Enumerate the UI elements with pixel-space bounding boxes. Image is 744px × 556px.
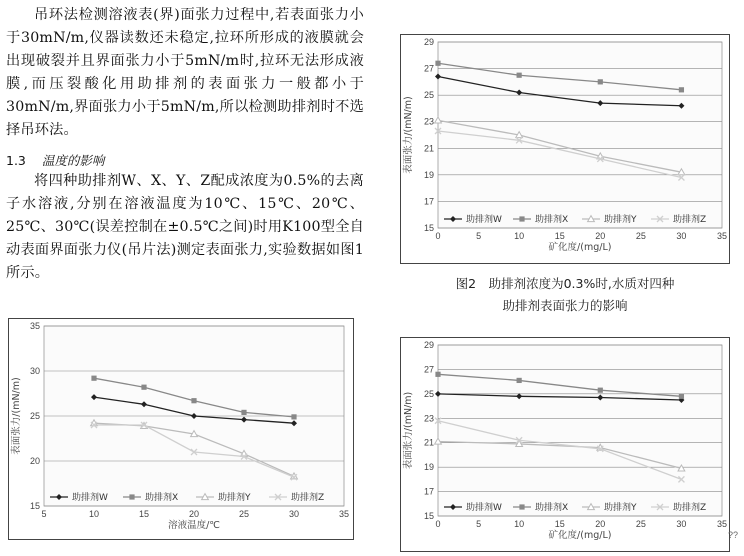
x-tick-label: 0	[435, 231, 441, 241]
x-tick-label: 10	[88, 509, 100, 519]
x-tick-label: 25	[635, 519, 646, 529]
legend-label: 助排剂W	[466, 215, 502, 225]
body-paragraph-1: 吊环法检测溶液表(界)面张力过程中,若表面张力小于30mN/m,仪器读数还未稳定,拉环所形成的液膜就会出现破裂并且界面张力小于5mN/m时,拉环无法形成液膜,而压裂酸化用助排剂的表面张力一般都小于30mN/m,界面张力小于5mN/m,所以检测助排剂时不选择吊环法。	[6, 7, 364, 138]
x-tick-label: 15	[138, 509, 150, 519]
data-point	[598, 79, 603, 84]
y-tick-label: 25	[29, 411, 40, 421]
y-tick-label: 15	[29, 501, 40, 511]
y-tick-label: 23	[423, 116, 434, 127]
legend-label: 助排剂Y	[604, 215, 637, 225]
legend-label: 助排剂W	[466, 503, 502, 513]
legend-label: 助排剂Z	[673, 503, 707, 513]
salinity_bottom-svg	[400, 337, 730, 552]
x-tick-label: 30	[676, 519, 687, 529]
x-tick-label: 5	[476, 231, 482, 241]
x-tick-label: 5	[41, 509, 47, 519]
y-tick-label: 21	[423, 437, 434, 448]
y-tick-label: 19	[423, 169, 434, 180]
chart-salinity-top	[400, 34, 730, 264]
x-tick-label: 15	[554, 519, 565, 529]
data-point	[291, 414, 296, 419]
x-tick-label: 15	[554, 231, 565, 241]
section-title: 温度的影响	[41, 153, 105, 168]
x-tick-label: 25	[238, 509, 250, 519]
y-tick-label: 23	[423, 413, 434, 424]
y-tick-label: 19	[423, 462, 434, 473]
section-number: 1.3	[6, 153, 26, 168]
x-tick-label: 25	[635, 231, 646, 241]
legend-label: 助排剂Y	[604, 503, 637, 513]
data-point	[517, 73, 522, 78]
data-point	[241, 410, 246, 415]
data-point	[598, 388, 603, 393]
x-tick-label: 20	[595, 231, 606, 241]
data-point	[679, 394, 684, 399]
chart-temperature	[8, 318, 354, 540]
x-tick-label: 20	[188, 509, 200, 519]
y-tick-label: 15	[423, 223, 434, 233]
data-point	[435, 61, 440, 66]
chart-salinity-bottom	[400, 337, 730, 552]
legend-label: 助排剂Z	[673, 215, 707, 225]
data-point	[679, 87, 684, 92]
y-tick-label: 27	[423, 63, 434, 74]
x-tick-label: 30	[288, 509, 300, 519]
page-mark: ??	[727, 530, 738, 540]
x-tick-label: 35	[338, 509, 350, 519]
data-point	[91, 376, 96, 381]
y-tick-label: 29	[423, 37, 434, 47]
x-tick-label: 10	[514, 519, 525, 529]
y-axis-title: 表面张力/(mN/m)	[403, 96, 414, 174]
legend-marker	[519, 504, 524, 509]
y-tick-label: 30	[29, 366, 40, 376]
x-tick-label: 20	[595, 519, 606, 529]
legend-marker	[129, 494, 134, 499]
y-tick-label: 17	[423, 196, 434, 207]
y-tick-label: 27	[423, 364, 434, 375]
x-axis-title: 矿化度/(mg/L)	[548, 530, 612, 541]
x-tick-label: 5	[476, 519, 482, 529]
data-point	[191, 398, 196, 403]
legend-label: 助排剂Z	[291, 493, 325, 503]
legend-label: 助排剂Y	[218, 493, 251, 503]
legend-label: 助排剂X	[535, 503, 569, 513]
y-axis-title: 表面张力/(mN/m)	[11, 377, 22, 455]
x-axis-title: 矿化度/(mg/L)	[548, 242, 612, 253]
x-tick-label: 0	[435, 519, 441, 529]
legend-marker	[519, 216, 524, 221]
y-tick-label: 29	[423, 340, 434, 350]
body-paragraph-2: 将四种助排剂W、X、Y、Z配成浓度为0.5%的去离子水溶液,分别在溶液温度为10℃、15℃、20℃、25℃、30℃(误差控制在±0.5℃之间)时用K100型全自动表面界面张力仪(吊片法)测定表面张力,实验数据如图1所示。	[6, 173, 364, 281]
x-tick-label: 35	[716, 231, 728, 241]
data-point	[435, 372, 440, 377]
figure-2-caption-line-1: 图2 助排剂浓度为0.3%时,水质对四种	[455, 276, 675, 291]
data-point	[517, 378, 522, 383]
data-point	[141, 385, 146, 390]
y-tick-label: 25	[423, 388, 434, 399]
y-tick-label: 20	[29, 456, 40, 466]
figure-2-caption	[400, 273, 730, 317]
x-tick-label: 30	[676, 231, 687, 241]
y-tick-label: 35	[29, 321, 40, 331]
x-tick-label: 35	[716, 519, 728, 529]
figure-2-caption-line-2: 助排剂表面张力的影响	[502, 298, 628, 313]
x-axis-title: 溶液温度/℃	[168, 520, 220, 531]
section-heading	[6, 151, 104, 169]
salinity_top-svg	[400, 34, 730, 264]
y-tick-label: 21	[423, 143, 434, 154]
y-tick-label: 25	[423, 90, 434, 101]
legend-label: 助排剂X	[535, 215, 569, 225]
legend-label: 助排剂X	[145, 493, 179, 503]
x-tick-label: 10	[514, 231, 525, 241]
y-tick-label: 17	[423, 486, 434, 497]
temperature-svg	[8, 318, 354, 540]
legend-label: 助排剂W	[72, 493, 108, 503]
y-tick-label: 15	[423, 511, 434, 521]
y-axis-title: 表面张力/(mN/m)	[403, 391, 414, 470]
